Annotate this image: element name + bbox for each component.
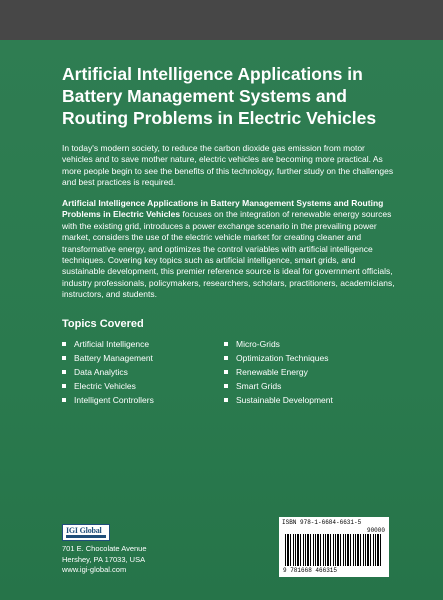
barcode-bars	[285, 534, 383, 566]
top-band	[0, 0, 443, 40]
barcode-digits: 9 781668 466315	[283, 567, 338, 574]
intro-paragraph: In today's modern society, to reduce the carbon dioxide gas emission from motor vehicles and to save mother nature, electric vehicles are becoming more practical. As more people begin to see the benefits of this technology, further study on the challenges and best practices is required.	[62, 143, 394, 188]
topic-item: Intelligent Controllers	[62, 393, 154, 407]
topic-item: Battery Management	[62, 351, 154, 365]
topic-item: Micro-Grids	[224, 337, 333, 351]
price-code: 90000	[366, 527, 385, 534]
topic-item: Electric Vehicles	[62, 379, 154, 393]
topic-item: Optimization Techniques	[224, 351, 333, 365]
topics-heading: Topics Covered	[62, 318, 144, 330]
isbn-number: ISBN 978-1-6684-6631-5	[282, 519, 362, 526]
topic-item: Sustainable Development	[224, 393, 333, 407]
publisher-logo	[62, 524, 110, 541]
address-line-2: Hershey, PA 17033, USA	[62, 554, 146, 564]
book-title: Artificial Intelligence Applications in Battery Management Systems and Routing Problems in Electric Vehicles	[62, 64, 377, 128]
publisher-logo-tagline	[66, 535, 106, 538]
publisher-logo-text: IGI Global	[66, 526, 102, 535]
publisher-website: www.igi-global.com	[62, 565, 127, 574]
topics-list-right	[224, 337, 333, 407]
description-paragraph	[62, 198, 398, 301]
topics-list-left	[62, 337, 154, 407]
description-text: focuses on the integration of renewable energy sources with the existing grid, introduces a power exchange scenario in the prevailing power market, considers the use of the electric vehicle market for creating cleaner and transformative energy, and optimizes the control variables with artificial intelligence techniques. Covering key topics such as artificial intelligence, smart grids, and sustainable development, this premier reference source is ideal for government officials, industry professionals, policymakers, researchers, scholars, practitioners, academicians, instructors, and students.	[62, 209, 395, 300]
topic-item: Data Analytics	[62, 365, 154, 379]
isbn-barcode	[279, 517, 389, 577]
topic-item: Renewable Energy	[224, 365, 333, 379]
publisher-address	[62, 544, 147, 576]
topic-item: Smart Grids	[224, 379, 333, 393]
description-bold-title: Artificial Intelligence Applications in Battery Management Systems and Routing Problems in Electric Vehicles	[62, 198, 384, 220]
address-line-1: 701 E. Chocolate Avenue	[62, 544, 147, 553]
topic-item: Artificial Intelligence	[62, 337, 154, 351]
